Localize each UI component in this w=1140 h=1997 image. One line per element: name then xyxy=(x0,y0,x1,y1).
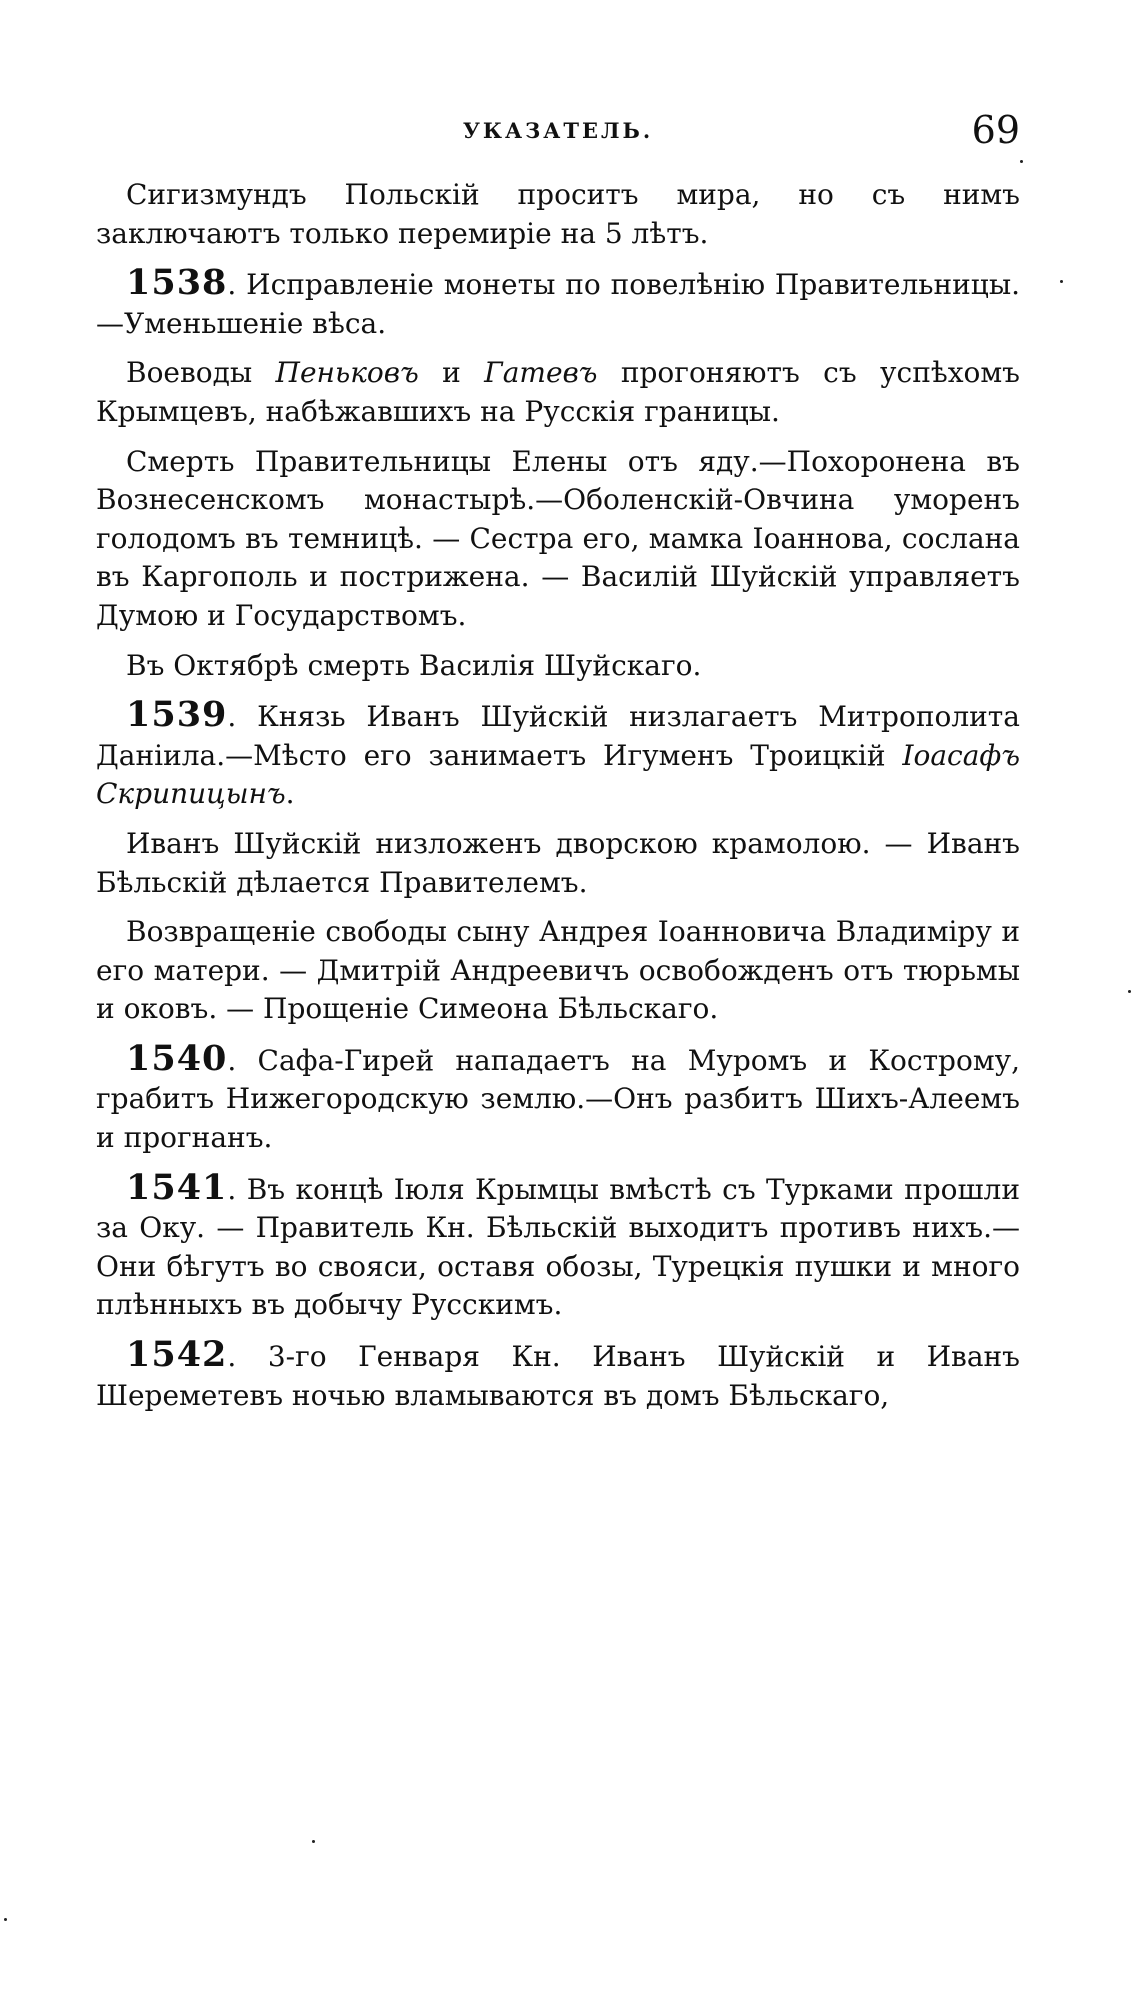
year-marker: 1538 xyxy=(126,262,228,304)
text-segment: . Князь Иванъ Шуйскій низлагаетъ Митрополита Даніила.—Мѣсто его занимаетъ Игуменъ Троицкій xyxy=(96,700,1020,772)
text-segment: прогоняютъ съ успѣхомъ Крымцевъ, набѣжавшихъ на Русскія границы. xyxy=(96,356,1020,428)
text-segment: Сигизмундъ Польскій проситъ мира, но съ нимъ заключаютъ только перемиріе на 5 лѣтъ. xyxy=(96,178,1020,250)
paragraph xyxy=(96,1336,1020,1415)
text-segment: . 3-го Генваря Кн. Иванъ Шуйскій и Иванъ Шереметевъ ночью вламываются въ домъ Бѣльскаго, xyxy=(96,1340,1020,1412)
paragraph xyxy=(96,176,1020,253)
paragraph xyxy=(96,354,1020,431)
ink-speck xyxy=(4,1918,7,1921)
paragraph xyxy=(96,825,1020,902)
paragraph xyxy=(96,443,1020,636)
year-marker: 1539 xyxy=(126,694,228,736)
year-marker: 1541 xyxy=(126,1166,228,1208)
paragraph xyxy=(96,1037,1020,1158)
page-number: 69 xyxy=(971,108,1020,152)
text-segment: и xyxy=(418,356,485,390)
text-segment: Возвращеніе свободы сыну Андрея Іоанновича Владиміру и его матери. — Дмитрій Андреевичъ освобожденъ отъ тюрьмы и оковъ. — Прощеніе Симеона Бѣльскаго. xyxy=(96,915,1020,1026)
ink-speck xyxy=(1060,280,1063,283)
paragraph xyxy=(96,264,1020,343)
year-marker: 1540 xyxy=(126,1037,228,1079)
italic-name: Іоасафъ Скрипицынъ xyxy=(96,738,1020,811)
italic-name: Гатевъ xyxy=(484,356,598,390)
text-segment: Смерть Правительницы Елены отъ яду.—Похоронена въ Вознесенскомъ монастырѣ.—Оболенскій-Овчина уморенъ голодомъ въ темницѣ. — Сестра его, мамка Іоаннова, сослана въ Каргополь и пострижена. — Василій Шуйскій управляетъ Думою и Государствомъ. xyxy=(96,444,1020,632)
ink-speck xyxy=(312,1840,315,1843)
ink-speck xyxy=(1020,160,1023,163)
text-segment: Воеводы xyxy=(126,356,276,390)
body-text xyxy=(96,176,1020,1426)
paragraph xyxy=(96,913,1020,1029)
paragraph xyxy=(96,696,1020,814)
text-segment: . Исправленіе монеты по повелѣнію Правительницы.—Уменьшеніе вѣса. xyxy=(96,268,1020,340)
ink-speck xyxy=(1128,990,1131,993)
running-head xyxy=(96,108,1020,160)
italic-name: Пеньковъ xyxy=(275,356,419,390)
running-title: УКАЗАТЕЛЬ. xyxy=(462,118,654,143)
year-marker: 1542 xyxy=(126,1334,228,1376)
text-segment: . Въ концѣ Іюля Крымцы вмѣстѣ съ Турками прошли за Оку. — Правитель Кн. Бѣльскій выходитъ противъ нихъ.—Они бѣгутъ во свояси, оставя обозы, Турецкія пушки и много плѣнныхъ въ добычу Русскимъ. xyxy=(96,1172,1020,1322)
text-segment: Въ Октябрѣ смерть Василія Шуйскаго. xyxy=(126,648,702,682)
text-segment: . xyxy=(285,777,295,811)
text-segment: Иванъ Шуйскій низложенъ дворскою крамолою. — Иванъ Бѣльскій дѣлается Правителемъ. xyxy=(96,826,1020,899)
paragraph xyxy=(96,647,1020,686)
text-segment: . Сафа-Гирей нападаетъ на Муромъ и Кострому, грабитъ Нижегородскую землю.—Онъ разбитъ Шихъ-Алеемъ и прогнанъ. xyxy=(96,1043,1020,1155)
paragraph xyxy=(96,1166,1020,1325)
